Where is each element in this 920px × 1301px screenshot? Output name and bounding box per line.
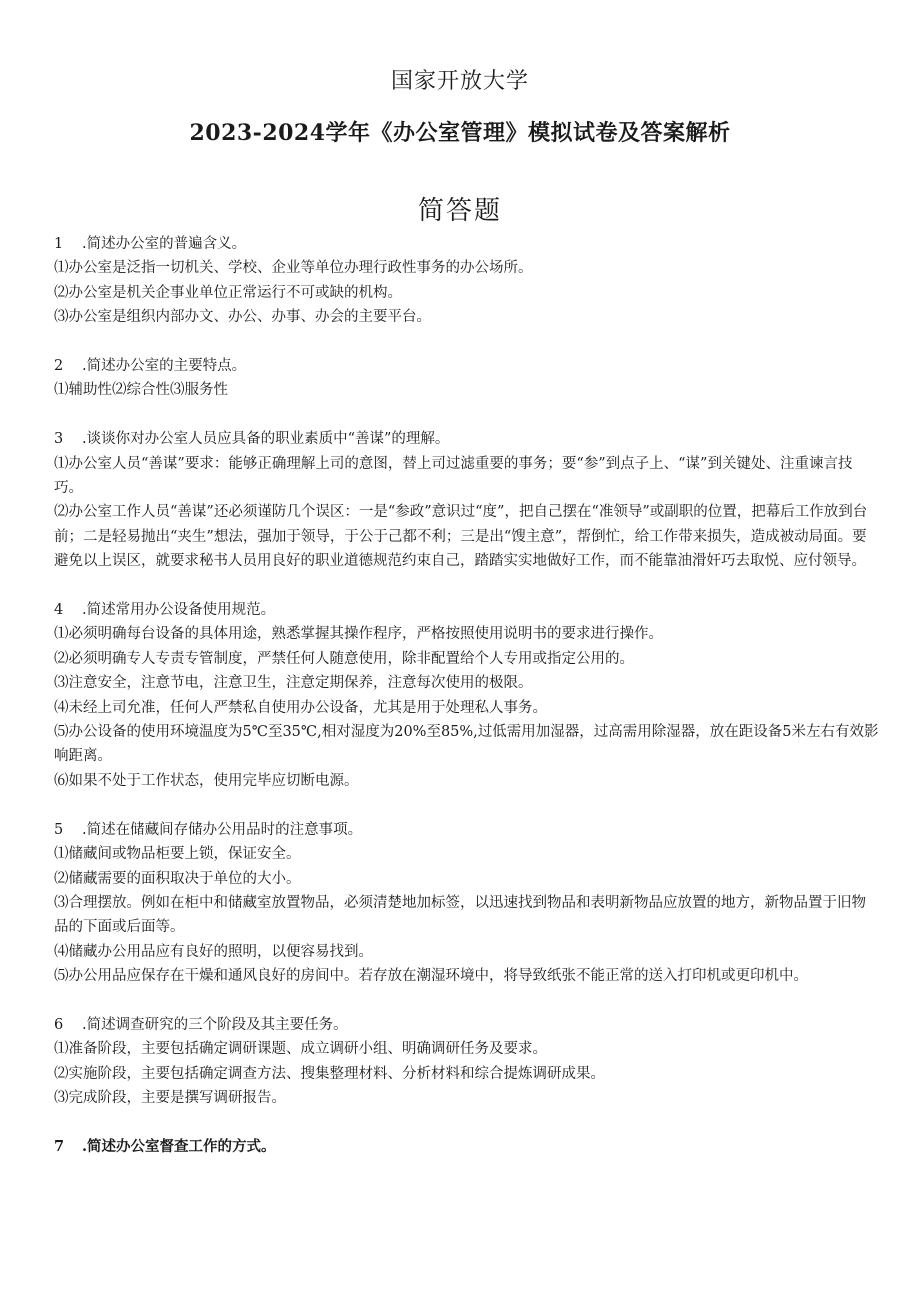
- question-7: [54, 1135, 880, 1159]
- answer-line: ⑶注意安全，注意节电，注意卫生，注意定期保养，注意每次使用的极限。: [54, 675, 533, 692]
- question-number: 4: [54, 602, 64, 619]
- question-title: [54, 818, 880, 842]
- question-title: [54, 1135, 880, 1159]
- question-number: 3: [54, 431, 64, 448]
- answer-paragraph: ⑵办公室工作人员“善谋”还必须谨防几个误区：一是“参政”意识过“度”，把自己摆在“准领导”或副职的位置，把幕后工作放到台前；二是轻易抛出“夹生”想法，强加于领导，于公于己都不利；三是出“馊主意”，帮倒忙，给工作带来损失，造成被动局面。要避免以上误区，就要求秘书人员用良好的职业道德规范约束自己，踏踏实实地做好工作，而不能靠油滑奸巧去取悦、应付领导。: [54, 504, 868, 570]
- question-text: .简述办公室督查工作的方式。: [82, 1137, 276, 1155]
- answer-line: ⑴准备阶段，主要包括确定调研课题、成立调研小组、明确调研任务及要求。: [54, 1041, 547, 1058]
- answer-line: ⑵办公室是机关企事业单位正常运行不可或缺的机构。: [54, 284, 402, 301]
- answer-line: ⑵必须明确专人专责专管制度，严禁任何人随意使用，除非配置给个人专用或指定公用的。: [54, 650, 634, 667]
- question-text: .谈谈你对办公室人员应具备的职业素质中“善谋”的理解。: [82, 431, 450, 448]
- question-text: .简述办公室的普遍含义。: [82, 236, 247, 252]
- answer-line: ⑶办公室是组织内部办文、办公、办事、办会的主要平台。: [54, 309, 431, 326]
- question-title: [54, 1013, 880, 1037]
- question-number: 5: [54, 821, 64, 838]
- question-title: [54, 427, 880, 451]
- university-title: 国家开放大学: [390, 69, 529, 94]
- question-title: [54, 354, 880, 378]
- answer-line: ⑷未经上司允准，任何人严禁私自使用办公设备，尤其是用于处理私人事务。: [54, 699, 547, 716]
- answer-line: ⑹如果不处于工作状态，使用完毕应切断电源。: [54, 772, 359, 789]
- question-text: .简述调查研究的三个阶段及其主要任务。: [82, 1016, 348, 1033]
- answer-line: ⑴必须明确每台设备的具体用途，熟悉掌握其操作程序，严格按照使用说明书的要求进行操作。: [54, 626, 663, 643]
- answer-line: ⑶完成阶段，主要是撰写调研报告。: [54, 1090, 286, 1107]
- question-6: [54, 1013, 880, 1111]
- question-5: [54, 818, 880, 989]
- exam-title: 2023-2024学年《办公室管理》模拟试卷及答案解析: [189, 120, 731, 146]
- answer-line: ⑴办公室是泛指一切机关、学校、企业等单位办理行政性事务的办公场所。: [54, 260, 533, 277]
- answer-paragraph: ⑸办公设备的使用环境温度为5℃至35℃,相对湿度为20%至85%,过低需用加湿器，过高需用除湿器，放在距设备5米左右有效影响距离。: [54, 724, 879, 765]
- question-number: 6: [54, 1016, 64, 1033]
- question-text: .简述在储藏间存储办公用品时的注意事项。: [82, 821, 363, 838]
- section-heading: 简答题: [417, 196, 502, 226]
- answer-line: ⑷储藏办公用品应有良好的照明，以便容易找到。: [54, 943, 373, 960]
- question-text: .简述办公室的主要特点。: [82, 358, 247, 375]
- question-title: [54, 232, 880, 256]
- question-2: [54, 354, 880, 403]
- answer-paragraph: ⑸办公用品应保存在干燥和通风良好的房间中。若存放在潮湿环境中，将导致纸张不能正常的送入打印机或更印机中。: [54, 968, 808, 985]
- question-4: [54, 598, 880, 793]
- answer-paragraph: ⑴办公室人员“善谋”要求：能够正确理解上司的意图，替上司过滤重要的事务；要“参”到点子上、“谋”到关键处、注重谏言技巧。: [54, 455, 853, 497]
- question-1: [54, 232, 880, 330]
- question-text: .简述常用办公设备使用规范。: [82, 602, 276, 619]
- question-number: 2: [54, 358, 64, 375]
- answer-line: ⑵储藏需要的面积取决于单位的大小。: [54, 870, 301, 887]
- answer-line: ⑵实施阶段，主要包括确定调查方法、搜集整理材料、分析材料和综合提炼调研成果。: [54, 1065, 605, 1082]
- question-title: [54, 598, 880, 622]
- question-number: 7: [54, 1137, 65, 1155]
- question-list: [54, 232, 880, 1159]
- question-3: [54, 427, 880, 573]
- question-number: 1: [54, 236, 64, 252]
- answer-paragraph: ⑶合理摆放。例如在柜中和储藏室放置物品，必须清楚地加标签，以迅速找到物品和表明新物品应放置的地方，新物品置于旧物品的下面或后面等。: [54, 894, 866, 936]
- answer-line: ⑴储藏间或物品柜要上锁，保证安全。: [54, 846, 301, 863]
- answer-line: ⑴辅助性⑵综合性⑶服务性: [54, 382, 228, 399]
